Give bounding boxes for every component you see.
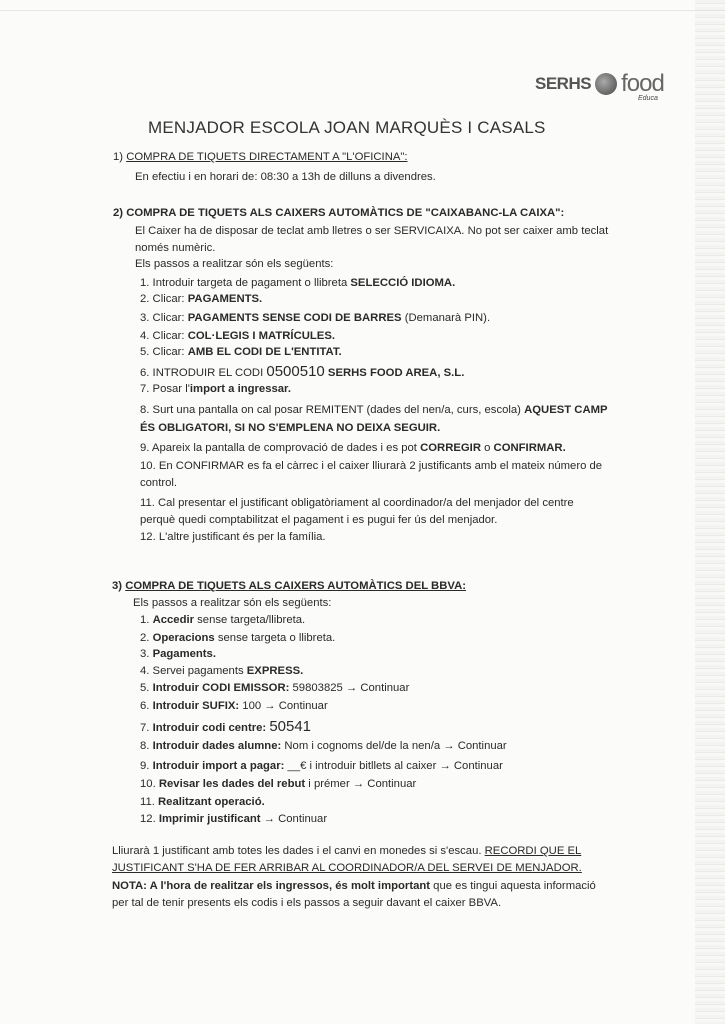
- scan-edge-noise: [695, 0, 725, 1024]
- text-segment: 2. Clicar:: [140, 293, 188, 305]
- text-segment: 10. En CONFIRMAR es fa el càrrec i el caixer lliurarà 2 justificants amb el mateix número de: [140, 460, 603, 472]
- text-segment: 12. L'altre justificant és per la família.: [140, 531, 326, 543]
- logo-ball-icon: [595, 73, 617, 95]
- text-segment: sense targeta/llibreta.: [194, 614, 306, 626]
- text-segment: 8. Surt una pantalla on cal posar REMITENT (dades del nen/a, curs, escola): [140, 404, 525, 416]
- text-segment: Lliurarà 1 justificant amb totes les dades i el canvi en monedes si s'escau.: [112, 845, 485, 857]
- text-segment: PAGAMENTS SENSE CODI DE BARRES: [187, 312, 402, 324]
- text-line: [135, 225, 608, 237]
- text-segment: 3. Clicar:: [140, 312, 188, 324]
- text-segment: CONFIRMAR.: [493, 442, 566, 454]
- text-line: [135, 242, 215, 254]
- text-segment: PAGAMENTS.: [187, 293, 263, 305]
- text-line: [140, 312, 490, 324]
- text-segment: ÉS OBLIGATORI, SI NO S'EMPLENA NO DEIXA SEGUIR.: [140, 422, 441, 434]
- text-line: [140, 293, 262, 305]
- text-segment: 5.: [140, 682, 153, 694]
- text-segment: 6. INTRODUIR EL CODI: [140, 367, 267, 379]
- text-segment: RECORDI QUE EL: [484, 845, 582, 857]
- text-segment: 11.: [140, 796, 159, 808]
- text-segment: 6.: [140, 700, 153, 712]
- text-segment: 0500510: [266, 363, 325, 380]
- logo-brand: SERHS: [535, 74, 592, 93]
- text-segment: Nom i cognoms del/de la nen/a → Continuar: [281, 740, 507, 752]
- text-segment: 3.: [140, 648, 153, 660]
- text-line: [140, 740, 507, 752]
- text-line: [140, 330, 335, 342]
- text-segment: 9. Apareix la pantalla de comprovació de dades i es pot: [140, 442, 421, 454]
- text-segment: Operacions: [152, 632, 215, 644]
- text-segment: sense targeta o llibreta.: [214, 632, 336, 644]
- text-segment: En efectiu i en horari de: 08:30 a 13h de dilluns a divendres.: [135, 171, 436, 183]
- text-segment: perquè quedi comptabilitzat el pagament i es pugui fer ús del menjador.: [140, 514, 498, 526]
- text-line: [140, 700, 328, 712]
- text-line: [133, 597, 331, 609]
- text-segment: COMPRA DE TIQUETS DIRECTAMENT A "L'OFICINA":: [126, 151, 408, 163]
- text-line: [135, 258, 333, 270]
- text-segment: Revisar les dades del rebut: [158, 778, 306, 790]
- text-segment: Els passos a realitzar són els següents:: [135, 258, 334, 270]
- text-segment: El Caixer ha de disposar de teclat amb lletres o ser SERVICAIXA. No pot ser caixer amb teclat: [135, 225, 609, 237]
- text-segment: CORREGIR: [420, 442, 481, 454]
- text-segment: SERHS FOOD AREA, S.L.: [324, 367, 465, 379]
- text-line: [140, 477, 177, 489]
- text-segment: 50541: [269, 718, 312, 735]
- text-segment: 10.: [140, 778, 159, 790]
- text-line: [112, 862, 582, 874]
- text-segment: COMPRA DE TIQUETS ALS CAIXERS AUTOMÀTICS DEL BBVA:: [125, 580, 466, 592]
- text-line: [140, 277, 455, 289]
- text-segment: NOTA: A l'hora de realitzar els ingressos, és molt important: [112, 880, 431, 892]
- text-line: [140, 614, 305, 626]
- text-segment: EXPRESS.: [246, 665, 304, 677]
- scan-edge-line: [0, 10, 725, 11]
- text-line: [113, 207, 564, 219]
- text-segment: 2): [113, 207, 127, 219]
- text-segment: Introduir SUFIX:: [152, 700, 240, 712]
- text-segment: 4. Clicar:: [140, 330, 188, 342]
- text-line: [140, 346, 342, 358]
- text-segment: i prémer → Continuar: [305, 778, 417, 790]
- text-segment: COMPRA DE TIQUETS ALS CAIXERS AUTOMÀTICS DE "CAIXABANC-LA CAIXA":: [126, 207, 565, 219]
- text-line: [140, 514, 497, 526]
- text-segment: 5. Clicar:: [140, 346, 188, 358]
- text-line: [140, 648, 216, 660]
- text-segment: que es tingui aquesta informació: [430, 880, 596, 892]
- text-segment: __€ i introduir bitllets al caixer → Continuar: [284, 760, 503, 772]
- text-segment: control.: [140, 477, 178, 489]
- text-line: [112, 880, 596, 892]
- text-segment: Pagaments.: [152, 648, 216, 660]
- text-segment: AMB EL CODI DE L'ENTITAT.: [187, 346, 342, 358]
- text-segment: només numèric.: [135, 242, 216, 254]
- text-segment: 1. Introduir targeta de pagament o llibreta: [140, 277, 351, 289]
- text-segment: 2.: [140, 632, 153, 644]
- text-line: [140, 632, 335, 644]
- text-segment: 59803825 → Continuar: [289, 682, 410, 694]
- text-segment: 1): [113, 151, 127, 163]
- text-segment: 9.: [140, 760, 153, 772]
- text-segment: Introduir dades alumne:: [152, 740, 282, 752]
- text-line: [140, 665, 303, 677]
- text-line: [140, 422, 440, 434]
- text-segment: AQUEST CAMP: [524, 404, 608, 416]
- text-segment: JUSTIFICANT S'HA DE FER ARRIBAR AL COORDINADOR/A DEL SERVEI DE MENJADOR.: [112, 862, 582, 874]
- text-segment: Introduir import a pagar:: [152, 760, 285, 772]
- text-line: [112, 580, 466, 592]
- text-segment: Accedir: [152, 614, 195, 626]
- text-segment: o: [480, 442, 494, 454]
- text-line: [140, 442, 566, 454]
- text-line: [140, 497, 574, 509]
- text-segment: 7.: [140, 722, 153, 734]
- text-line: [140, 383, 291, 395]
- text-line: [140, 760, 503, 772]
- text-segment: SELECCIÓ IDIOMA.: [350, 277, 456, 289]
- logo-sub: Educa: [638, 95, 658, 102]
- text-line: [140, 813, 327, 825]
- text-segment: Realitzant operació.: [158, 796, 265, 808]
- text-segment: Introduir codi centre:: [152, 722, 270, 734]
- text-line: [140, 363, 464, 380]
- text-line: [112, 845, 581, 857]
- text-line: [135, 171, 436, 183]
- text-segment: 1.: [140, 614, 153, 626]
- text-line: [112, 897, 501, 909]
- text-segment: per tal de tenir presents els codis i els passos a seguir davant el caixer BBVA.: [112, 897, 502, 909]
- text-segment: 100 → Continuar: [239, 700, 328, 712]
- text-segment: Imprimir justificant: [158, 813, 261, 825]
- text-segment: COL·LEGIS I MATRÍCULES.: [187, 330, 335, 342]
- text-segment: Els passos a realitzar són els següents:: [133, 597, 332, 609]
- text-segment: 3): [112, 580, 126, 592]
- text-segment: import a ingressar.: [189, 383, 291, 395]
- serhs-food-logo: [535, 70, 664, 102]
- logo-product: food: [621, 70, 664, 97]
- text-line: [140, 682, 409, 694]
- text-segment: → Continuar: [260, 813, 328, 825]
- text-segment: 7. Posar l': [140, 383, 190, 395]
- text-line: [140, 796, 265, 808]
- text-line: [140, 778, 416, 790]
- text-line: [140, 531, 326, 543]
- text-segment: 4. Servei pagaments: [140, 665, 247, 677]
- text-segment: (Demanarà PIN).: [401, 312, 491, 324]
- text-line: [113, 151, 408, 163]
- text-segment: 11. Cal presentar el justificant obligatòriament al coordinador/a del menjador del centre: [140, 497, 574, 509]
- page-title: MENJADOR ESCOLA JOAN MARQUÈS I CASALS: [148, 118, 546, 137]
- text-segment: 8.: [140, 740, 153, 752]
- text-line: [140, 404, 608, 416]
- text-line: [140, 460, 602, 472]
- text-segment: 12.: [140, 813, 159, 825]
- text-line: [140, 718, 311, 735]
- text-segment: Introduir CODI EMISSOR:: [152, 682, 290, 694]
